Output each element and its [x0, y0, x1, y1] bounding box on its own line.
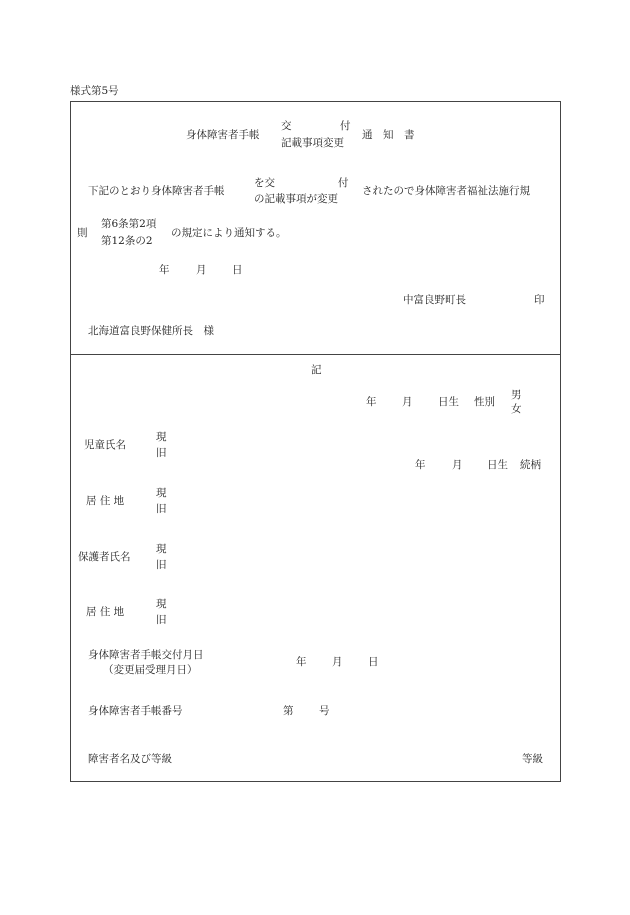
birth-month: 月	[402, 396, 413, 408]
record-heading: 記	[311, 364, 322, 376]
guardian-name-current: 現	[156, 543, 167, 555]
title-prefix: 身体障害者手帳	[186, 129, 260, 141]
date-day: 日	[232, 264, 243, 276]
child-name-current: 現	[156, 431, 167, 443]
title-option-top-a: 交	[281, 120, 292, 132]
handbook-number-prefix: 第	[283, 705, 294, 717]
form-number: 様式第5号	[70, 85, 119, 97]
addressee: 北海道富良野保健所長 様	[88, 325, 214, 337]
child-address-current: 現	[156, 487, 167, 499]
issuer-name: 中富良野町長	[403, 294, 466, 306]
issuer-seal: 印	[534, 294, 545, 306]
disability-label: 障害者名及び等級	[88, 753, 172, 765]
body-line1-end: されたので身体障害者福祉法施行規	[362, 185, 530, 197]
issue-date-month: 月	[332, 656, 343, 668]
guardian-address-label: 居 住 地	[86, 606, 125, 618]
child-address-label: 居 住 地	[86, 495, 125, 507]
body-line1-option-top-a: を交	[254, 177, 275, 189]
child-address-former: 旧	[156, 503, 167, 515]
guardian-name-label: 保護者氏名	[78, 551, 131, 563]
guardian-address-former: 旧	[156, 614, 167, 626]
birth-year: 年	[366, 396, 377, 408]
body-line1-option-bottom: の記載事項が変更	[254, 193, 338, 205]
issue-date-day: 日	[368, 656, 379, 668]
relation-label: 続柄	[520, 459, 541, 471]
handbook-number-suffix: 号	[319, 705, 330, 717]
body-line2-start: 則	[77, 227, 88, 239]
section-divider	[70, 354, 561, 355]
guardian-address-current: 現	[156, 598, 167, 610]
body-line1-start: 下記のとおり身体障害者手帳	[88, 185, 225, 197]
body-line2-option-top: 第6条第2項	[101, 218, 157, 230]
disability-grade: 等級	[522, 753, 543, 765]
birth-day: 日生	[438, 396, 459, 408]
guardian-name-former: 旧	[156, 559, 167, 571]
sex-female: 女	[511, 403, 522, 415]
issue-date-sub-label: （変更届受理月日）	[103, 664, 198, 676]
title-option-top-b: 付	[340, 120, 351, 132]
date-month: 月	[196, 264, 207, 276]
child-birth-day: 日生	[487, 459, 508, 471]
handbook-number-label: 身体障害者手帳番号	[88, 705, 183, 717]
body-line2-option-bottom: 第12条の2	[101, 235, 153, 247]
title-suffix: 通 知 書	[362, 129, 415, 141]
body-line1-option-top-b: 付	[338, 177, 349, 189]
title-option-bottom: 記載事項変更	[281, 137, 344, 149]
child-name-label: 児童氏名	[84, 439, 126, 451]
child-birth-year: 年	[415, 459, 426, 471]
sex-label: 性別	[474, 396, 495, 408]
child-birth-month: 月	[452, 459, 463, 471]
child-name-former: 旧	[156, 447, 167, 459]
issue-date-label: 身体障害者手帳交付月日	[88, 649, 204, 661]
issue-date-year: 年	[296, 656, 307, 668]
date-year: 年	[159, 264, 170, 276]
sex-male: 男	[511, 389, 522, 401]
body-line2-end: の規定により通知する。	[171, 227, 287, 239]
